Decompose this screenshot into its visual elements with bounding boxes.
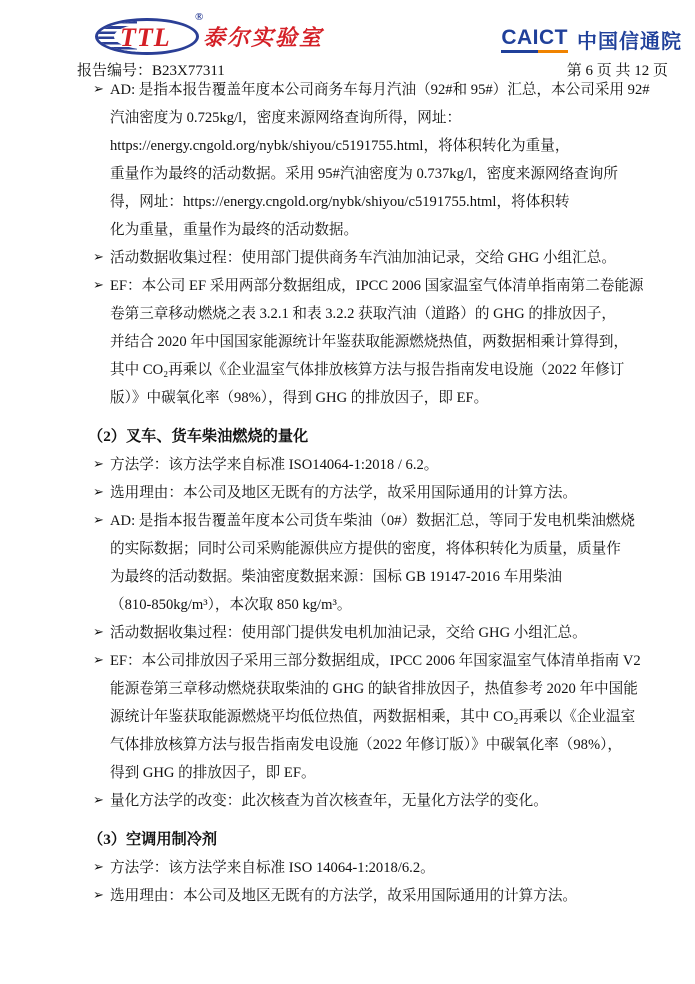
body-text-line: EF：本公司 EF 采用两部分数据组成，IPCC 2006 国家温室气体清单指南第二卷能源	[110, 278, 644, 294]
bullet-arrow-icon: ➢	[93, 278, 104, 293]
body-text-line: 选用理由：本公司及地区无既有的方法学，故采用国际通用的计算方法。	[110, 888, 578, 904]
body-text-line: 源统计年鉴获取能源燃烧平均低位热值，两数据相乘，其中 CO₂再乘以《企业温室	[110, 709, 636, 725]
bullet-item	[88, 647, 668, 787]
body-text-line: 汽油密度为 0.725kg/l，密度来源网络查询所得，网址：	[110, 110, 462, 126]
section-heading	[88, 826, 668, 854]
body-text-line: 并结合 2020 年中国国家能源统计年鉴获取能源燃烧热值，两数据相乘计算得到，	[110, 334, 629, 350]
bullet-item	[88, 507, 668, 619]
body-text-line: 得，网址：https://energy.cngold.org/nybk/shiyou/c5191755.html，将体积转	[110, 194, 570, 210]
body-text-line: 其中 CO₂再乘以《企业温室气体排放核算方法与报告指南发电设施（2022 年修订	[110, 362, 625, 378]
body-text-line: （810-850kg/m³），本次取 850 kg/m³。	[110, 597, 352, 613]
bullet-item	[88, 787, 668, 815]
bullet-item	[88, 244, 668, 272]
body-text-line: AD: 是指本报告覆盖年度本公司商务车每月汽油（92#和 95#）汇总，本公司采用 92#	[110, 82, 650, 98]
body-text-line: 气体排放核算方法与报告指南发电设施（2022 年修订版）》中碳氧化率（98%），	[110, 737, 622, 753]
body-text-line: 的实际数据；同时公司采购能源供应方提供的密度，将体积转化为质量，质量作	[110, 541, 621, 557]
body-text-line: AD: 是指本报告覆盖年度本公司货车柴油（0#）数据汇总，等同于发电机柴油燃烧	[110, 513, 635, 529]
bullet-arrow-icon: ➢	[93, 513, 104, 528]
document-body	[88, 76, 668, 910]
bullet-arrow-icon: ➢	[93, 888, 104, 903]
bullet-arrow-icon: ➢	[93, 793, 104, 808]
bullet-item	[88, 619, 668, 647]
bullet-arrow-icon: ➢	[93, 625, 104, 640]
body-text-line: 版）》中碳氧化率（98%），得到 GHG 的排放因子，即 EF。	[110, 390, 489, 406]
caict-logo-cn-text: 中国信通院	[577, 31, 682, 53]
body-text-line: EF：本公司排放因子采用三部分数据组成，IPCC 2006 年国家温室气体清单指南 V2	[110, 653, 641, 669]
registered-trademark-icon: ®	[195, 11, 204, 23]
body-text-line: 能源卷第三章移动燃烧获取柴油的 GHG 的缺省排放因子，热值参考 2020 年中国能	[110, 681, 638, 697]
body-text-line: https://energy.cngold.org/nybk/shiyou/c5191755.html，将体积转化为重量，	[110, 138, 570, 154]
body-text-line: 方法学：该方法学来自标准 ISO 14064-1:2018/6.2。	[110, 860, 435, 876]
ttl-ellipse-icon	[95, 18, 199, 55]
section-heading	[88, 423, 668, 451]
body-text-line: 重量作为最终的活动数据。采用 95#汽油密度为 0.737kg/l，密度来源网络查询所	[110, 166, 618, 182]
bullet-arrow-icon: ➢	[93, 457, 104, 472]
bullet-arrow-icon: ➢	[93, 653, 104, 668]
bullet-item	[88, 76, 668, 244]
page-number-info: 第 6 页 共 12 页	[566, 63, 668, 79]
bullet-arrow-icon: ➢	[93, 250, 104, 265]
body-text-line: 活动数据收集过程：使用部门提供商务车汽油加油记录，交给 GHG 小组汇总。	[110, 250, 616, 266]
body-text-line: 选用理由：本公司及地区无既有的方法学，故采用国际通用的计算方法。	[110, 485, 578, 501]
heading-text: （2）叉车、货车柴油燃烧的量化	[88, 428, 309, 445]
ttl-logo-text: TTL	[120, 23, 171, 52]
body-text-line: 得到 GHG 的排放因子，即 EF。	[110, 765, 316, 781]
body-text-line: 卷第三章移动燃烧之表 3.2.1 和表 3.2.2 获取汽油（道路）的 GHG 的排放因子，	[110, 306, 616, 322]
body-text-line: 为最终的活动数据。柴油密度数据来源：国标 GB 19147-2016 车用柴油	[110, 569, 563, 585]
heading-text: （3）空调用制冷剂	[88, 831, 218, 848]
ttl-logo	[95, 11, 324, 55]
body-text-line: 化为重量，重量作为最终的活动数据。	[110, 222, 359, 238]
report-number: 报告编号：B23X77311	[77, 63, 225, 79]
bullet-arrow-icon: ➢	[93, 485, 104, 500]
bullet-item	[88, 272, 668, 412]
ttl-logo-cn-text: 泰尔实验室	[203, 25, 324, 50]
body-text-line: 活动数据收集过程：使用部门提供发电机加油记录，交给 GHG 小组汇总。	[110, 625, 587, 641]
page-header	[95, 12, 682, 60]
body-text-line: 方法学：该方法学来自标准 ISO14064-1:2018 / 6.2。	[110, 457, 439, 473]
bullet-item	[88, 451, 668, 479]
caict-logo	[501, 25, 682, 54]
bullet-arrow-icon: ➢	[93, 860, 104, 875]
bullet-item	[88, 882, 668, 910]
bullet-arrow-icon: ➢	[93, 82, 104, 97]
bullet-item	[88, 854, 668, 882]
body-text-line: 量化方法学的改变：此次核查为首次核查年，无量化方法学的变化。	[110, 793, 548, 809]
bullet-item	[88, 479, 668, 507]
caict-logo-en-text: CAICT	[501, 26, 568, 53]
